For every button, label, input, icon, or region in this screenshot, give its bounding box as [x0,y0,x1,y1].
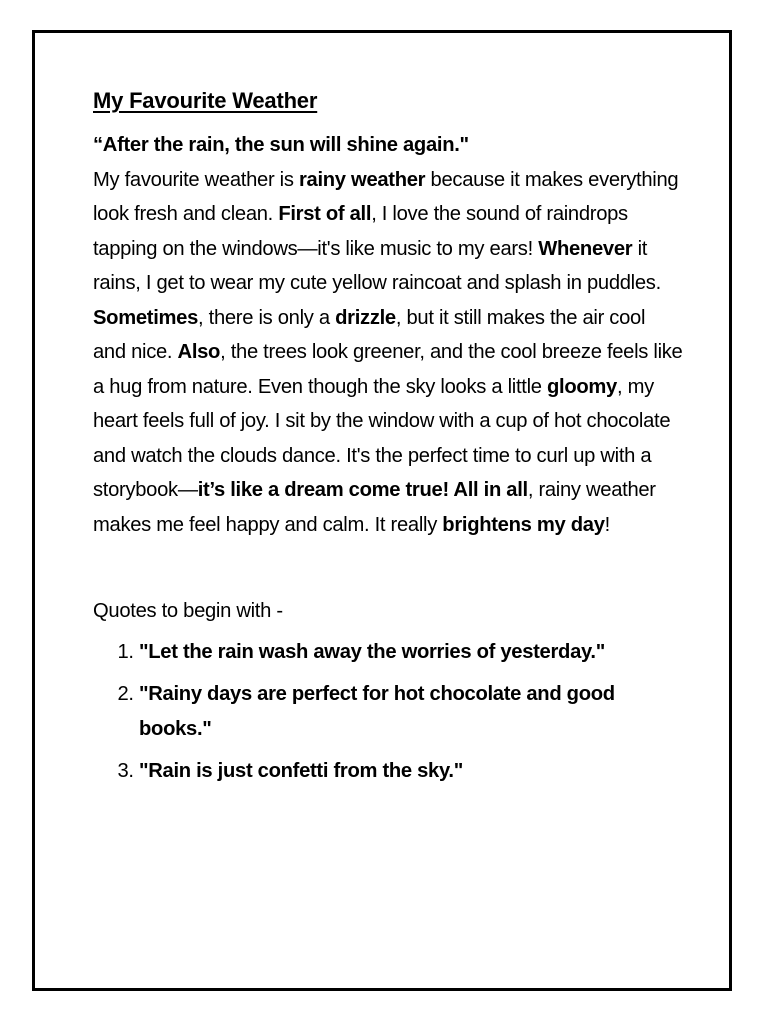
essay-bold-text: Whenever [538,237,633,260]
essay-text: because it makes everything look fresh and clean. [93,168,679,225]
essay-text: , the trees look greener, and the cool breeze feels like a hug from nature. Even though the sky looks a little [93,341,683,398]
document-body [93,88,683,797]
essay-paragraph [93,128,683,542]
essay-bold-text: Also [177,341,221,363]
essay-bold-text: Sometimes [93,306,199,329]
opening-quote: “After the rain, the sun will shine again." [93,134,469,156]
essay-bold-text: it’s like a dream come true! All in all [197,479,528,501]
essay-text: ! [604,513,610,536]
essay-text: it rains, I get to wear my cute yellow raincoat and splash in puddles. [93,237,661,294]
essay-bold-text: brightens my day [442,513,605,536]
quote-item: 1. "Let the rain wash away the worries of yesterday." [139,635,683,670]
quotes-list [93,635,683,789]
quote-item: 3. "Rain is just confetti from the sky." [139,754,683,789]
essay-text: , I love the sound of raindrops tapping on the windows—it's like music to my ears! [93,203,628,260]
essay-bold-text: gloomy [547,375,617,398]
essay-bold-text: rainy weather [298,168,426,191]
essay-text: , rainy weather makes me feel happy and calm. It really [93,479,656,536]
quotes-heading: Quotes to begin with - [93,600,283,622]
essay-bold-text: First of all [278,203,372,225]
essay-text: , there is only a [198,306,336,329]
page-title: My Favourite Weather [93,88,318,113]
essay-text: My favourite weather is [93,168,299,191]
essay-text: , my heart feels full of joy. I sit by the window with a cup of hot chocolate and watch the clouds dance. It's the perfect time to curl up with a storybook— [93,375,671,501]
essay-body [93,169,682,536]
quote-item: 2. "Rainy days are perfect for hot chocolate and good books." [139,677,683,746]
essay-text: , but it still makes the air cool and nice. [93,306,646,363]
essay-bold-text: drizzle [335,306,396,329]
